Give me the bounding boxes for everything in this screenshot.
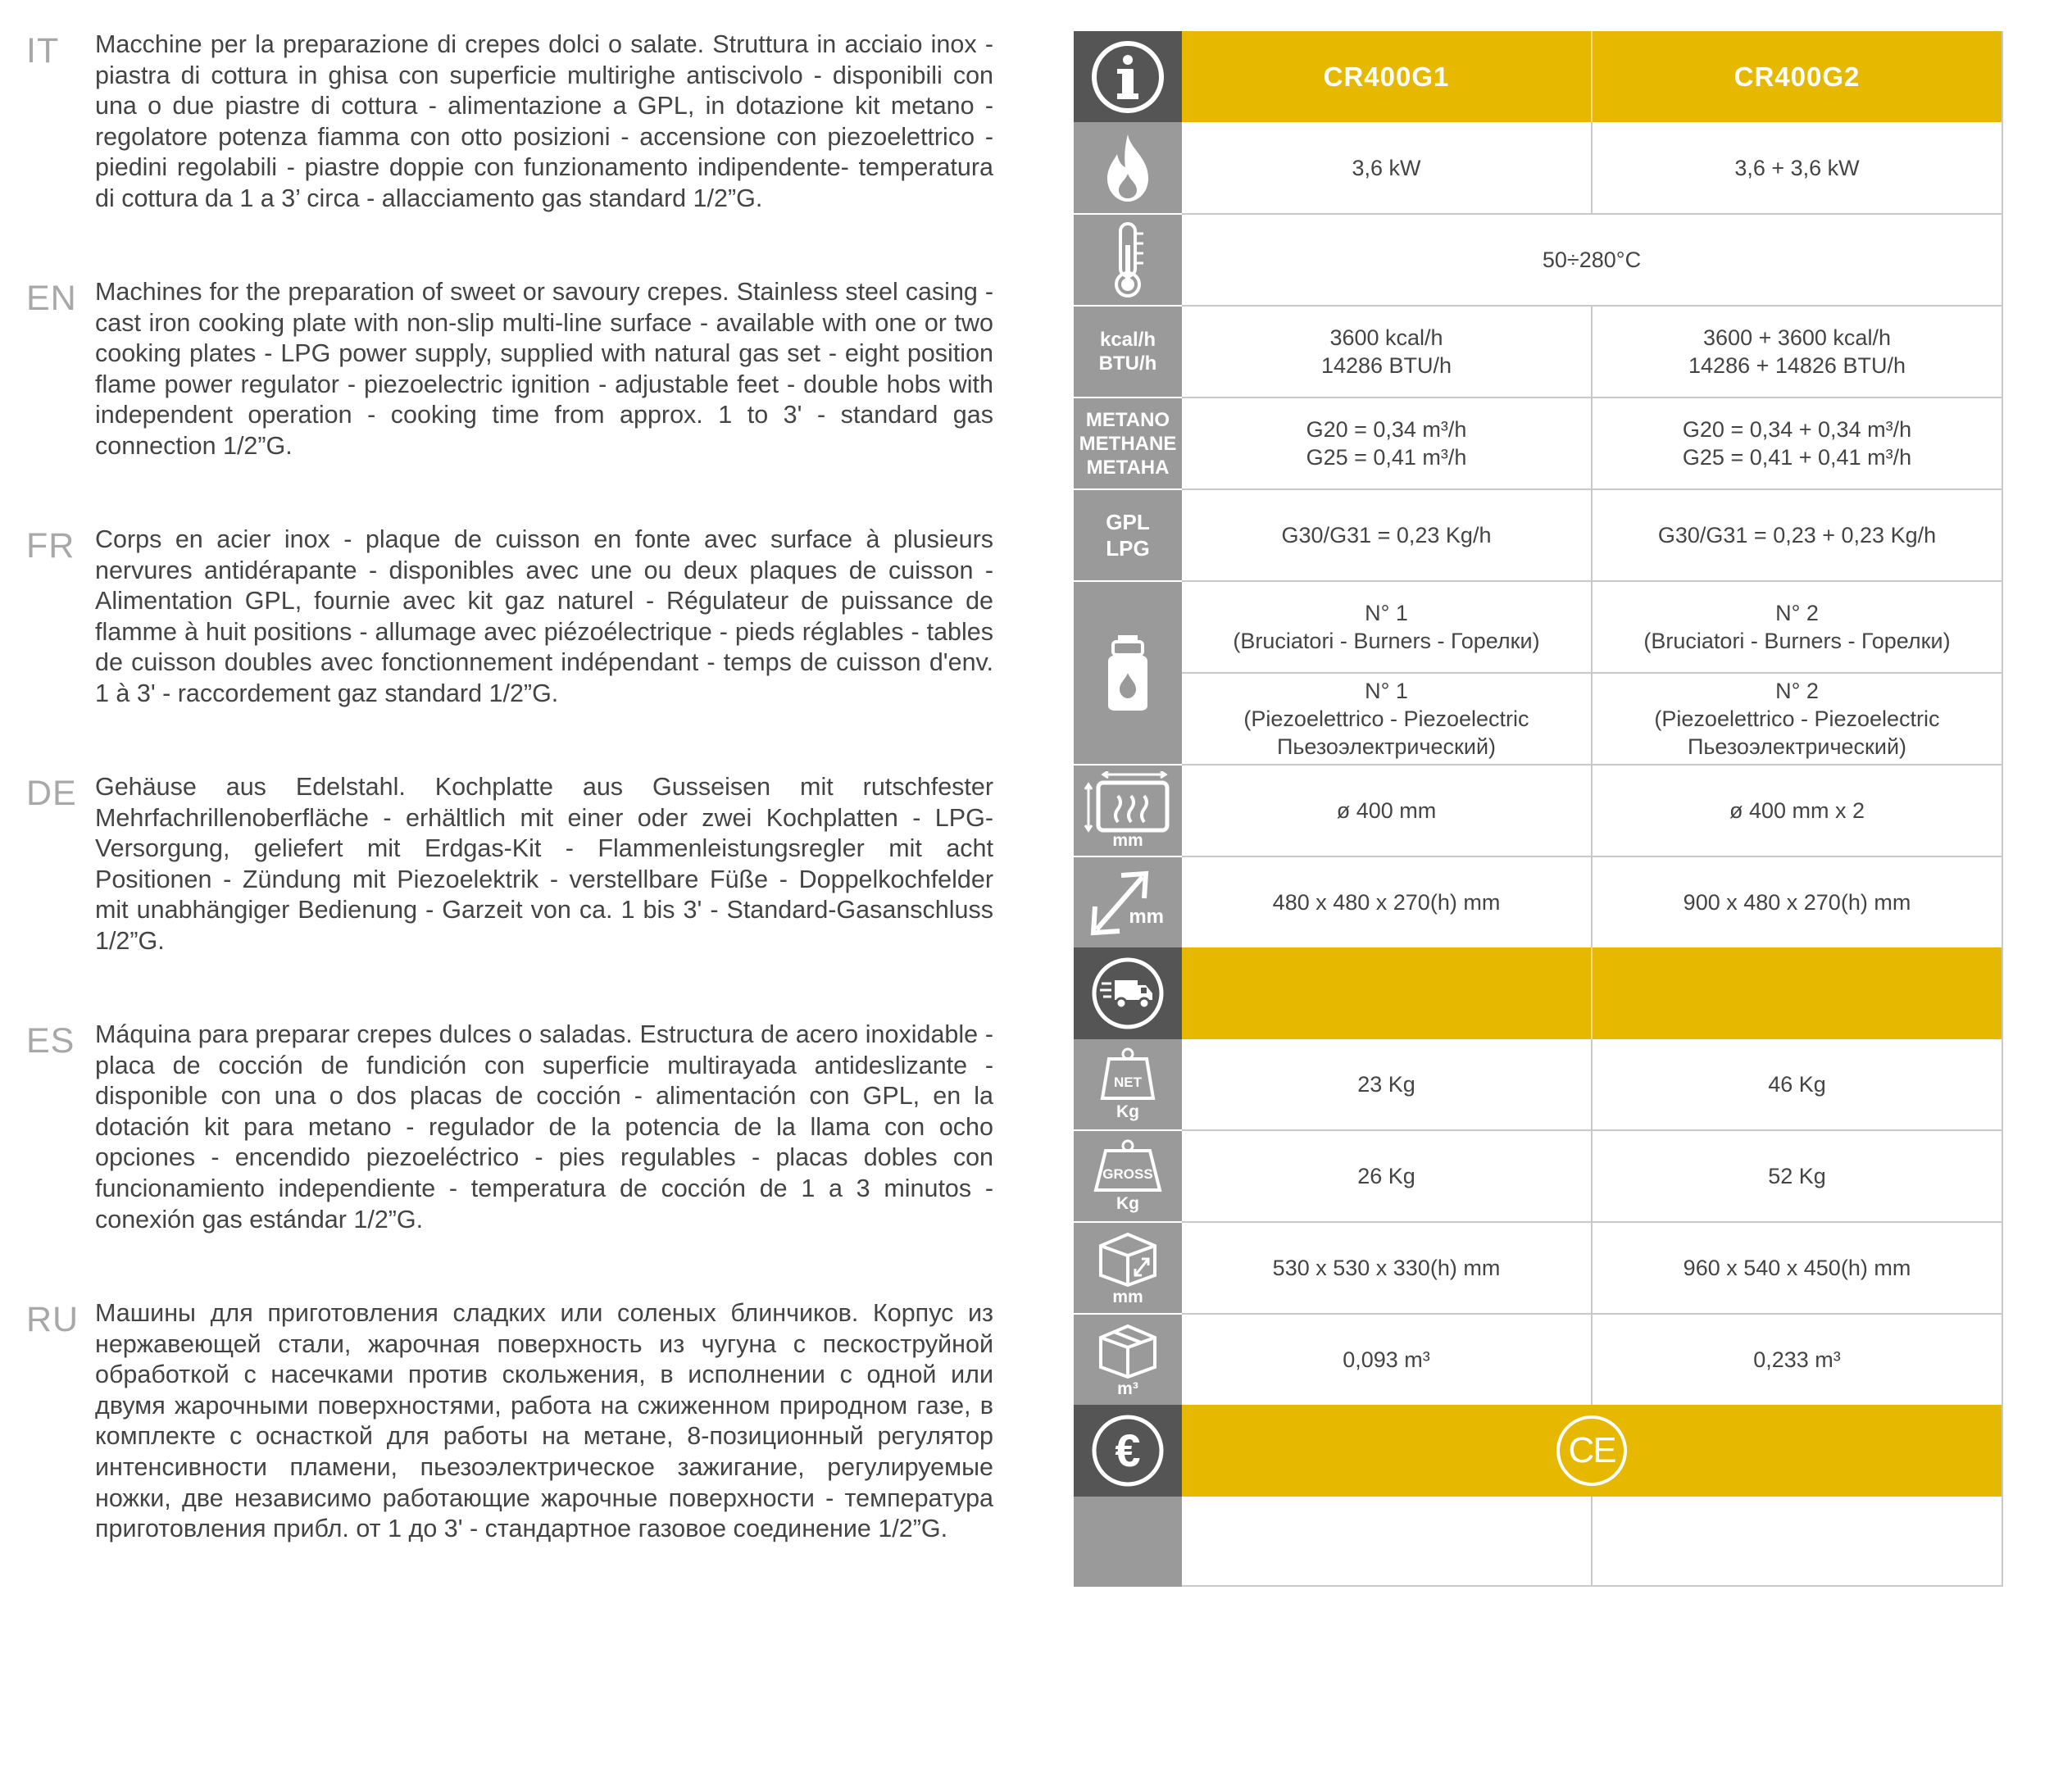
price-value-2 [1593,1497,2003,1587]
kcal-value-1 [1182,307,1593,397]
euro-icon [1074,1405,1182,1497]
desc-text: Máquina para preparar crepes dulces o saladas. Estructura de acero inoxidable - placa de cocción de fundición con superficie multirayada antideslizante - disponible con una o dos placas de cocción - alimentación con GPL, en la dotación kit para metano - regulador de la potencia de la llama con ocho opciones - encendido piezoeléctrico - pies regulables - placas dobles con funcionamiento independiente - temperatura de cocción de 1 a 3 minutos - conexión gas estándar 1/2”G. [95,1020,993,1233]
shipping-cell-1 [1182,947,1593,1039]
btu-icon-label: BTU/h [1098,352,1157,375]
burners-value-1 [1182,582,1593,672]
gpl-label: GPL [1106,510,1150,534]
volume-value-2: 0,233 m³ [1593,1315,2003,1405]
plate-row [1074,766,2003,856]
lpg-value-1: G30/G31 = 0,23 Kg/h [1182,490,1593,580]
dimensions-arrow-icon [1074,857,1182,947]
piezo-label-ru: Пьезоэлектрический) [1687,734,1907,759]
header-row [1074,31,2003,122]
package-dims-row [1074,1223,2003,1313]
piezo-label: (Piezoelettrico - Piezoelectric [1654,706,1940,731]
burner-label: (Bruciatori - Burners - Горелки) [1643,629,1951,653]
kcal-row [1074,307,2003,397]
lang-code: EN [26,279,77,318]
power-value-1: 3,6 kW [1182,122,1593,213]
desc-text: Gehäuse aus Edelstahl. Kochplatte aus Gusseisen mit rutschfester Mehrfachrillenoberfläche - erhältlich mit einer oder zwei Kochplatten - LPG-Versorgung, geliefert mit Erdgas-Kit - Flammenleistungsregler mit acht Positionen - Zündung mit Piezoelektrik - verstellbare Füße - Doppelkochfelder mit unabhängiger Bedienung - Garzeit von ca. 1 bis 3' - Standard-Gasanschluss 1/2”G. [95,773,993,955]
delivery-truck-icon [1074,947,1182,1039]
g25-line: G25 = 0,41 + 0,41 m³/h [1682,445,1912,470]
price-header-row [1074,1405,2003,1497]
methane-icon [1074,398,1182,488]
methane-value-2 [1593,398,2003,488]
kcal-value-2 [1593,307,2003,397]
lang-code: IT [26,31,60,70]
desc-en [26,277,993,462]
ce-mark-text: CE [1568,1430,1615,1470]
thermometer-icon [1074,215,1182,305]
piezo-label: (Piezoelettrico - Piezoelectric [1243,706,1529,731]
g25-line: G25 = 0,41 m³/h [1306,445,1467,470]
package-dims-icon [1074,1223,1182,1313]
volume-unit-label: m³ [1117,1379,1138,1398]
dims-value-1: 480 x 480 x 270(h) mm [1182,857,1593,947]
net-value-1: 23 Kg [1182,1039,1593,1129]
spec-table [1074,31,2003,1583]
methane-label-en: METHANE [1079,432,1177,455]
ce-mark-cell [1182,1405,2003,1497]
kcal-btu-icon [1074,307,1182,397]
temperature-value: 50÷280°C [1182,215,2003,305]
gross-value-2: 52 Kg [1593,1131,2003,1221]
volume-row [1074,1315,2003,1405]
desc-it [26,30,993,215]
gross-value-1: 26 Kg [1182,1131,1593,1221]
methane-label-it: METANO [1085,408,1170,431]
g20-line: G20 = 0,34 + 0,34 m³/h [1682,417,1912,442]
methane-value-1 [1182,398,1593,488]
desc-text: Машины для приготовления сладких или соленых блинчиков. Корпус из нержавеющей стали, жарочная поверхность из чугуна с пескоструйной обработкой с насечками против скольжения, в исполнении с одной или двумя жарочными поверхностями, работа на сжиженном природном газе, в комплекте с оснасткой для работы на метане, 8-позиционный регулятор интенсивности пламени, пьезоэлектрическое зажигание, регулируемые ножки, две независимо работающие жарочные поверхности - температура приготовления прибл. от 1 до 3' - стандартное газовое соединение 1/2”G. [95,1299,993,1543]
ce-mark-icon [1556,1415,1627,1486]
lpg-row [1074,490,2003,580]
plate-unit-label: mm [1112,831,1143,850]
dimensions-row [1074,857,2003,947]
burner-count: N° 2 [1775,601,1819,625]
piezo-label-ru: Пьезоэлектрический) [1276,734,1497,759]
lang-code: FR [26,526,75,566]
lpg-value-2: G30/G31 = 0,23 + 0,23 Kg/h [1593,490,2003,580]
desc-text: Macchine per la preparazione di crepes dolci o salate. Struttura in acciaio inox - piastra di cottura in ghisa con superficie multirighe antiscivolo - disponibili con una o due piastre di cottura - alimentazione a GPL, in dotazione kit metano - regolatore potenza fiamma con otto posizioni - accensione con piezoelettrico - piedini regolabili - piastre doppie con funzionamento indipendente- temperatura di cottura da 1 a 3’ circa - allacciamento gas standard 1/2”G. [95,30,993,212]
cooking-plate-icon [1074,766,1182,856]
gross-weight-row [1074,1131,2003,1221]
power-row [1074,122,2003,213]
lang-code: ES [26,1021,75,1061]
package-volume-icon [1074,1315,1182,1405]
piezo-count: N° 1 [1365,679,1408,703]
pack-dims-value-2: 960 x 540 x 450(h) mm [1593,1223,2003,1313]
gas-cylinder-icon [1074,582,1182,764]
net-unit-label: Kg [1116,1102,1139,1121]
model-1-label: CR400G1 [1323,61,1450,92]
net-icon-label: NET [1114,1074,1142,1090]
kcal-line: 3600 + 3600 kcal/h [1703,325,1891,350]
info-icon [1074,31,1182,122]
burner-count: N° 1 [1365,601,1408,625]
lpg-label: LPG [1106,536,1150,561]
net-weight-icon [1074,1039,1182,1129]
lang-code: RU [26,1300,80,1339]
temperature-row [1074,215,2003,305]
lpg-icon [1074,490,1182,580]
euro-symbol: € [1115,1424,1141,1476]
lang-code: DE [26,774,77,813]
flame-icon [1074,122,1182,213]
desc-de [26,772,993,957]
desc-es [26,1020,993,1235]
piezo-value-2 [1593,674,2003,764]
burners-piezo-row [1074,582,2003,764]
methane-row [1074,398,2003,488]
price-value-1 [1182,1497,1593,1587]
power-value-2: 3,6 + 3,6 kW [1593,122,2003,213]
price-icon-cell [1074,1497,1182,1587]
model-2-label: CR400G2 [1733,61,1861,92]
methane-label-ru: METAHA [1086,456,1170,479]
model-1-header [1182,31,1593,122]
gross-icon-label: GROSS [1102,1166,1153,1182]
pack-unit-label: mm [1112,1288,1143,1306]
pack-dims-value-1: 530 x 530 x 330(h) mm [1182,1223,1593,1313]
shipping-cell-2 [1593,947,2003,1039]
piezo-count: N° 2 [1775,679,1819,703]
piezo-value-1 [1182,674,1593,764]
btu-line: 14286 BTU/h [1320,353,1452,378]
shipping-row [1074,947,2003,1039]
gross-weight-icon [1074,1131,1182,1221]
burner-label: (Bruciatori - Burners - Горелки) [1233,629,1540,653]
volume-value-1: 0,093 m³ [1182,1315,1593,1405]
desc-text: Corps en acier inox - plaque de cuisson en fonte avec surface à plusieurs nervures antidérapante - disponibles avec une ou deux plaques de cuisson - Alimentation GPL, fournie avec kit gaz naturel - Régulateur de puissance de flamme à huit positions - allumage avec piézoélectrique - pieds réglables - tables de cuisson doubles avec fonctionnement indépendant - temps de cuisson d'env. 1 à 3' - raccordement gaz standard 1/2”G. [95,525,993,707]
gross-unit-label: Kg [1116,1194,1139,1213]
burners-value-2 [1593,582,2003,672]
kcal-icon-label: kcal/h [1099,329,1156,351]
desc-fr [26,525,993,710]
dims-value-2: 900 x 480 x 270(h) mm [1593,857,2003,947]
plate-value-2: ø 400 mm x 2 [1593,766,2003,856]
price-row [1074,1497,2003,1587]
model-2-header [1593,31,2003,122]
kcal-line: 3600 kcal/h [1329,325,1443,350]
dims-unit-label: mm [1129,906,1164,928]
btu-line: 14286 + 14826 BTU/h [1688,353,1906,378]
desc-text: Machines for the preparation of sweet or savoury crepes. Stainless steel casing - cast iron cooking plate with non-slip multi-line surface - available with one or two cooking plates - LPG power supply, supplied with natural gas set - eight position flame power regulator - piezoelectric ignition - adjustable feet - double hobs with independent operation - cooking time from approx. 1 to 3' - standard gas connection 1/2”G. [95,278,993,460]
desc-ru [26,1298,993,1545]
plate-value-1: ø 400 mm [1182,766,1593,856]
g20-line: G20 = 0,34 m³/h [1306,417,1467,442]
net-weight-row [1074,1039,2003,1129]
net-value-2: 46 Kg [1593,1039,2003,1129]
